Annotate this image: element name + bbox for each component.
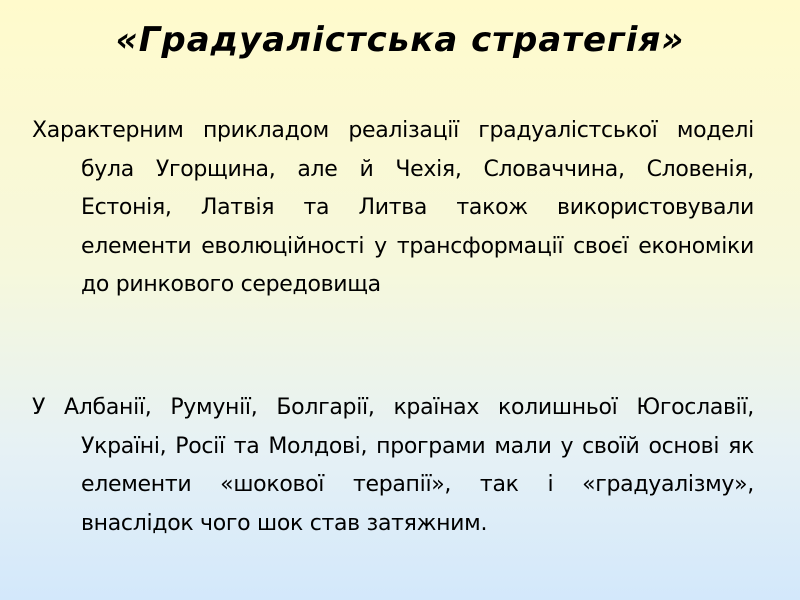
paragraph-albania-example: У Албанії, Румунії, Болгарії, країнах колишньої Югославії, Україні, Росії та Молдові, програми мали у своїй основі як елементи «шокової терапії», так і «градуалізму», внаслідок чого шок став затяжним. xyxy=(32,395,754,536)
paragraph-hungary-example: Характерним прикладом реалізації градуалістської моделі була Угорщина, але й Чехія, Словаччина, Словенія, Естонія, Латвія та Литва також використовували елементи еволюційності у трансформації своєї економіки до ринкового середовища xyxy=(32,118,754,297)
slide-title: «Градуалістська стратегія» xyxy=(115,20,685,60)
